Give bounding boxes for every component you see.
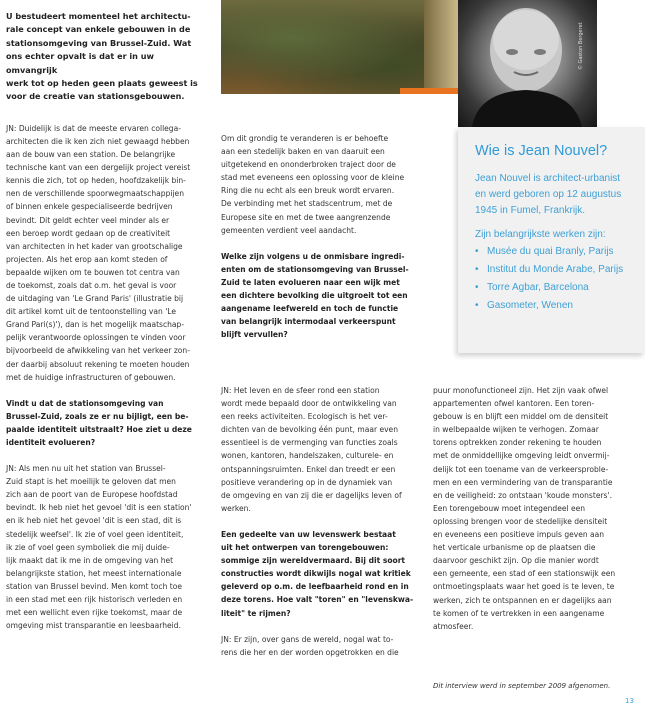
answer-paragraph: JN: Duidelijk is dat de meeste ervaren collega- architecten die ik ken zich niet gewaagd hebben aan de bouw van een station. De belangrijke technische kant van een dergelijk project vereist kennis die zich, tot op heden, hoofdzakelijk bin- nen de verschillende spoorwegmaatschappijen of binnen enkele gespecialiseerde bedrijven bevindt. Dit geldt echter veel minder als er een beroep wordt gedaan op de creativiteit van architecten in het kader van grootschalige projecten. Als het erop aan komt steden of bepaalde wijken om te bouwen tot centra van de toekomst, zoals dat o.m. het geval is voor de uitdaging van 'Le Grand Paris' (illustratie bij dit artikel komt uit de tentoonstelling van 'Le Grand Pari(s)'), dan is het mogelijk maatschap- pelijk verantwoorde oplossingen te vinden voor bijvoorbeeld de afwikkeling van het verkeer zon- der daarbij absoluut rekening te moeten houden met de huidige infrastructuren of gebouwen. [6,123,191,382]
works-title: Zijn belangrijkste werken zijn: [475,229,606,240]
interview-footnote: Dit interview werd in september 2009 afgenomen. [433,682,611,690]
body-paragraph: Om dit grondig te veranderen is er behoefte aan een stedelijk baken en van daaruit een uitgetekend en ononderbroken traject door de stad met eveneens een oplossing voor de kleine Ring die nu echt als een breuk wordt ervaren. De verbinding met het stadscentrum, met de Europese site en met de twee aangrenzende gemeenten verdient veel aandacht. [221,134,405,235]
answer-paragraph: JN: Als men nu uit het station van Brussel- Zuid stapt is het moeilijk te geloven dat men zich aan de poort van de Europese hoofdstad bevindt. Ik heb niet het gevoel 'dit is een station' en ik heb niet het gevoel 'dit is een stad, dit is stedelijk weefsel'. Ik zie of voel geen identiteit, ik zie of voel geen symboliek die mij duide- lijk maakt dat ik me in de omgeving van het belangrijkste station, het meest internationale station van Brussel bevind. Men komt toch toe in een stad met een rijk historisch verleden en met een wellicht even rijke toekomst, maar de omgeving mist transparantie en leesbaarheid. [6,464,192,631]
column-3 [433,384,633,633]
list-item: • Institut du Monde Arabe, Parijs [475,261,640,279]
body-paragraph: puur monofunctioneel zijn. Het zijn vaak ofwel appartementen ofwel kantoren. Een toren- gebouw is en blijft een middel om de densiteit in welbepaalde wijken te verhogen. Zomaar torens optrekken zonder rekening te houden met de onmiddellijke omgeving leidt onvermij- delijk tot een toename van de verkeersproble- men en een vermindering van de transparantie en de veiligheid: zo ontstaan 'koude monsters'. Een torengebouw moet integendeel een oplossing brengen voor de stedelijke densiteit en eveneens een positieve impuls geven aan het verticale urbanisme op de plaatsen die daarvoor geschikt zijn. Op die manier wordt een gemeente, een stad of een stationswijk een ontmoetingsplaats waar het goed is te leven, te werken, zich te ontspannen en er dagelijks aan te komen of te vertrekken in een aangename atmosfeer. [433,386,616,631]
question-heading: Welke zijn volgens u de onmisbare ingredi- enten om de stationsomgeving van Brussel- Zuid te laten evolueren naar een wijk met een dichtere bevolking die uitgroeit tot een aangename leefwereld en toch de functie van belangrijk intermodaal verkeerspunt blijft vervullen? [221,251,409,340]
list-item: • Torre Agbar, Barcelona [475,279,640,297]
orange-accent-bar [400,88,458,94]
landscape-photo [221,0,458,94]
answer-paragraph: JN: Het leven en de sfeer rond een station wordt mede bepaald door de ontwikkeling van een reeks activiteiten. Ecologisch is het ver- dichten van de bevolking één punt, maar even essentieel is de vermenging van functies zoals wonen, kantoren, handelszaken, culturele- en ontspanningsruimten. Enkel dan treedt er een positieve verandering op in de dynamiek van de omgeving en van zij die er dagelijks leven of werken. [221,386,402,513]
portrait-photo [458,0,597,127]
page-number: 13 [625,697,634,705]
sidebar-title: Wie is Jean Nouvel? [475,143,608,159]
works-list [475,243,640,315]
question-heading: Vindt u dat de stationsomgeving van Brussel-Zuid, zoals ze er nu bijligt, een be- paalde identiteit uitstraalt? Hoe ziet u deze identiteit evolueren? [6,398,192,447]
answer-paragraph: JN: Er zijn, over gans de wereld, nogal wat to- rens die her en der worden opgetrokken en die [221,634,399,657]
bullet-icon: • [475,246,479,257]
column-2-bottom [221,384,421,659]
biography-box [475,143,640,315]
photo-credit: © Gaston Bergeret [578,22,584,70]
column-1 [6,10,206,645]
list-item: • Gasometer, Wenen [475,297,640,315]
list-item: • Musée du quai Branly, Parijs [475,243,640,261]
bullet-icon: • [475,282,479,293]
bullet-icon: • [475,264,479,275]
lead-question: U bestudeert momenteel het architectu- rale concept van enkele gebouwen in de stationsomgeving van Brussel-Zuid. Wat ons echter opvalt is dat er in uw omvangrijk werk tot op heden geen plaats geweest is voor de creatie van stationsgebouwen. [6,11,198,102]
question-heading: Een gedeelte van uw levenswerk bestaat uit het ontwerpen van torengebouwen: sommige zijn wereldvermaard. Bij dit soort constructies wordt dikwijls nogal wat kritiek geleverd op o.m. de leefbaarheid rond en in deze torens. Hoe valt "toren" en "levenskwa- liteit" te rijmen? [221,529,414,618]
bullet-icon: • [475,300,479,311]
column-2-top [221,132,421,354]
sidebar-intro: Jean Nouvel is architect-urbanist en werd geboren op 12 augustus 1945 in Fumel, Frankrijk. [475,173,622,216]
